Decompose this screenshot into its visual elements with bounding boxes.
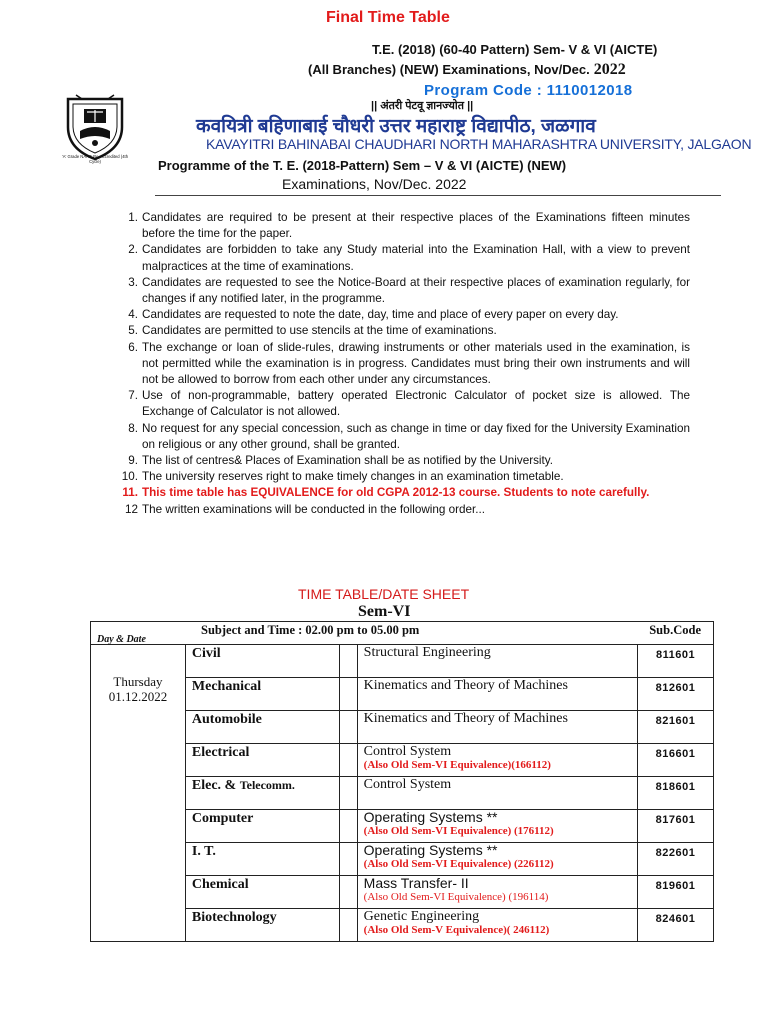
equivalence-note: (Also Old Sem-VI Equivalence) (226112) bbox=[363, 858, 554, 870]
instruction-number: 3. bbox=[128, 275, 138, 289]
instruction-number: 5. bbox=[128, 324, 138, 338]
branch-name: Mechanical bbox=[191, 679, 262, 694]
branch-cell bbox=[185, 909, 339, 942]
branch-name: Electrical bbox=[191, 745, 250, 760]
spacer-cell bbox=[339, 678, 357, 711]
subject-name: Kinematics and Theory of Machines bbox=[363, 678, 568, 693]
equivalence-note: (Also Old Sem-VI Equivalence) (196114) bbox=[363, 891, 549, 903]
final-time-table-title: Final Time Table bbox=[326, 9, 450, 26]
instruction-item bbox=[110, 242, 690, 274]
university-name-english: KAVAYITRI BAHINABAI CHAUDHARI NORTH MAHARASHTRA UNIVERSITY, JALGAON bbox=[206, 136, 752, 152]
branch-cell bbox=[185, 810, 339, 843]
instruction-item bbox=[110, 275, 690, 307]
instruction-item bbox=[110, 210, 690, 242]
subcode-cell: 812601 bbox=[638, 678, 714, 711]
subcode-cell: 821601 bbox=[638, 711, 714, 744]
subject-cell bbox=[357, 843, 637, 876]
subject-name: Structural Engineering bbox=[363, 645, 491, 660]
instruction-text: Candidates are forbidden to take any Study material into the Examination Hall, with a view to prevent malpractices at the time of examinations. bbox=[142, 243, 690, 273]
subject-time-header: Subject and Time : 02.00 pm to 05.00 pm bbox=[201, 623, 420, 637]
table-row bbox=[91, 645, 714, 678]
subject-cell bbox=[357, 678, 637, 711]
instruction-number: 8. bbox=[128, 421, 138, 435]
subject-cell bbox=[357, 711, 637, 744]
instruction-item bbox=[110, 421, 690, 453]
subject-name: Operating Systems ** bbox=[363, 842, 498, 858]
subcode-cell: 819601 bbox=[638, 876, 714, 909]
branch-cell bbox=[185, 711, 339, 744]
day-date-cell bbox=[91, 645, 186, 942]
spacer-cell bbox=[339, 645, 357, 678]
instruction-text: Use of non-programmable, battery operated Electronic Calculator of pocket size is allowed. The Exchange of Calculator is not allowed. bbox=[142, 389, 690, 419]
subject-name: Control System bbox=[363, 744, 452, 759]
subject-cell bbox=[357, 645, 637, 678]
spacer-cell bbox=[339, 909, 357, 942]
subject-cell bbox=[357, 744, 637, 777]
instruction-item bbox=[110, 453, 690, 469]
instruction-item bbox=[110, 340, 690, 389]
instruction-item bbox=[110, 307, 690, 323]
branch-cell bbox=[185, 744, 339, 777]
branch-name: I. T. bbox=[191, 844, 216, 859]
subject-name: Kinematics and Theory of Machines bbox=[363, 711, 568, 726]
subcode-cell: 822601 bbox=[638, 843, 714, 876]
instruction-text: This time table has EQUIVALENCE for old CGPA 2012-13 course. Students to note carefully. bbox=[142, 486, 650, 500]
instruction-number: 11. bbox=[122, 486, 138, 500]
semester-heading: Sem-VI bbox=[358, 603, 411, 620]
instruction-number: 4. bbox=[128, 308, 138, 322]
branch-name: Elec. & bbox=[191, 778, 240, 793]
branch-name: Chemical bbox=[191, 877, 249, 892]
instruction-text: Candidates are requested to note the date, day, time and place of every paper on every day. bbox=[142, 308, 619, 322]
instruction-number: 12 bbox=[124, 502, 138, 516]
university-motto: || अंतरी पेटवू ज्ञानज्योत || bbox=[371, 100, 474, 112]
instruction-text: The list of centres& Places of Examination shall be as notified by the University. bbox=[142, 454, 553, 468]
branch-name: Computer bbox=[191, 811, 254, 826]
subject-name: Mass Transfer- II bbox=[363, 875, 469, 891]
exam-session-line bbox=[308, 61, 626, 79]
table-header bbox=[91, 622, 714, 645]
examination-session: Examinations, Nov/Dec. 2022 bbox=[282, 176, 467, 192]
instruction-number: 6. bbox=[128, 340, 138, 354]
branch-cell bbox=[185, 843, 339, 876]
subcode-cell: 818601 bbox=[638, 777, 714, 810]
timetable-heading: TIME TABLE/DATE SHEET bbox=[298, 586, 470, 602]
subject-cell bbox=[357, 810, 637, 843]
instruction-number: 1. bbox=[128, 211, 138, 224]
instruction-number: 10. bbox=[121, 470, 138, 484]
instruction-number: 7. bbox=[128, 389, 138, 403]
equivalence-note: (Also Old Sem-VI Equivalence) (176112) bbox=[363, 825, 554, 837]
subcode-header: Sub.Code bbox=[649, 623, 701, 637]
subject-cell bbox=[357, 909, 637, 942]
instruction-text: No request for any special concession, such as change in time or day fixed for the University Examination on religious or any other ground, shall be granted. bbox=[142, 421, 690, 451]
subject-name: Genetic Engineering bbox=[363, 909, 480, 924]
equivalence-note: (Also Old Sem-VI Equivalence)(166112) bbox=[363, 759, 551, 771]
header-divider bbox=[155, 195, 721, 196]
exam-pattern-line: T.E. (2018) (60-40 Pattern) Sem- V & VI (AICTE) bbox=[372, 42, 658, 57]
subcode-cell: 817601 bbox=[638, 810, 714, 843]
instruction-item bbox=[110, 469, 690, 485]
subcode-cell: 816601 bbox=[638, 744, 714, 777]
exam-session-text: (All Branches) (NEW) Examinations, Nov/Dec. bbox=[308, 62, 590, 77]
instruction-text: Candidates are requested to see the Notice-Board at their respective places of examination regularly, for changes if any notified later, in the programme. bbox=[142, 275, 690, 306]
branch-name: Civil bbox=[191, 646, 221, 661]
spacer-cell bbox=[339, 843, 357, 876]
instruction-item-equivalence bbox=[110, 485, 690, 501]
table-header-row bbox=[91, 622, 714, 645]
subject-cell bbox=[357, 777, 637, 810]
equivalence-note: (Also Old Sem-V Equivalence)( 246112) bbox=[363, 924, 550, 936]
spacer-cell bbox=[339, 744, 357, 777]
branch-cell bbox=[185, 777, 339, 810]
exam-session-year: 2022 bbox=[589, 61, 626, 78]
instructions-list bbox=[110, 210, 690, 518]
branch-suffix: Telecomm. bbox=[239, 778, 295, 792]
instruction-item bbox=[110, 323, 690, 339]
branch-name: Automobile bbox=[191, 712, 262, 727]
branch-name: Biotechnology bbox=[191, 910, 277, 925]
instruction-text: Candidates are permitted to use stencils at the time of examinations. bbox=[142, 324, 497, 338]
subject-name: Operating Systems ** bbox=[363, 809, 498, 825]
spacer-cell bbox=[339, 777, 357, 810]
subcode-cell: 811601 bbox=[638, 645, 714, 678]
instruction-number: 9. bbox=[128, 454, 138, 468]
spacer-cell bbox=[339, 711, 357, 744]
spacer-cell bbox=[339, 810, 357, 843]
subcode-cell: 824601 bbox=[638, 909, 714, 942]
day-date-header: Day & Date bbox=[97, 634, 146, 645]
exam-day: Thursday bbox=[113, 674, 163, 689]
spacer-cell bbox=[339, 876, 357, 909]
program-code: Program Code : 1110012018 bbox=[424, 82, 633, 99]
instruction-item bbox=[110, 502, 690, 518]
branch-cell bbox=[185, 645, 339, 678]
instruction-text: The exchange or loan of slide-rules, drawing instruments or other materials used in the examination, is not permitted while the examination is in progress. Candidates must bring their own instruments and will not be allowed to borrow from each other under any circumstances. bbox=[142, 340, 690, 387]
university-name-marathi: कवयित्री बहिणाबाई चौधरी उत्तर महाराष्ट्र विद्यापीठ, जळगाव bbox=[196, 116, 596, 137]
subject-cell bbox=[357, 876, 637, 909]
instruction-item bbox=[110, 388, 690, 420]
instruction-number: 2. bbox=[128, 243, 138, 257]
exam-date: 01.12.2022 bbox=[108, 689, 168, 704]
instruction-text: The written examinations will be conducted in the following order... bbox=[142, 502, 486, 516]
branch-cell bbox=[185, 678, 339, 711]
instruction-text: Candidates are required to be present at their respective places of the Examinations fifteen minutes before the time for the paper. bbox=[142, 211, 690, 241]
subject-name: Control System bbox=[363, 777, 452, 792]
branch-cell bbox=[185, 876, 339, 909]
instruction-text: The university reserves right to make timely changes in an examination timetable. bbox=[142, 470, 564, 484]
university-logo bbox=[62, 93, 128, 167]
logo-caption: 'A' Grade NAAC Re-Accredited (4th Cycle) bbox=[61, 154, 129, 164]
programme-title: Programme of the T. E. (2018-Pattern) Sem – V & VI (AICTE) (NEW) bbox=[158, 158, 567, 173]
timetable bbox=[90, 621, 714, 942]
